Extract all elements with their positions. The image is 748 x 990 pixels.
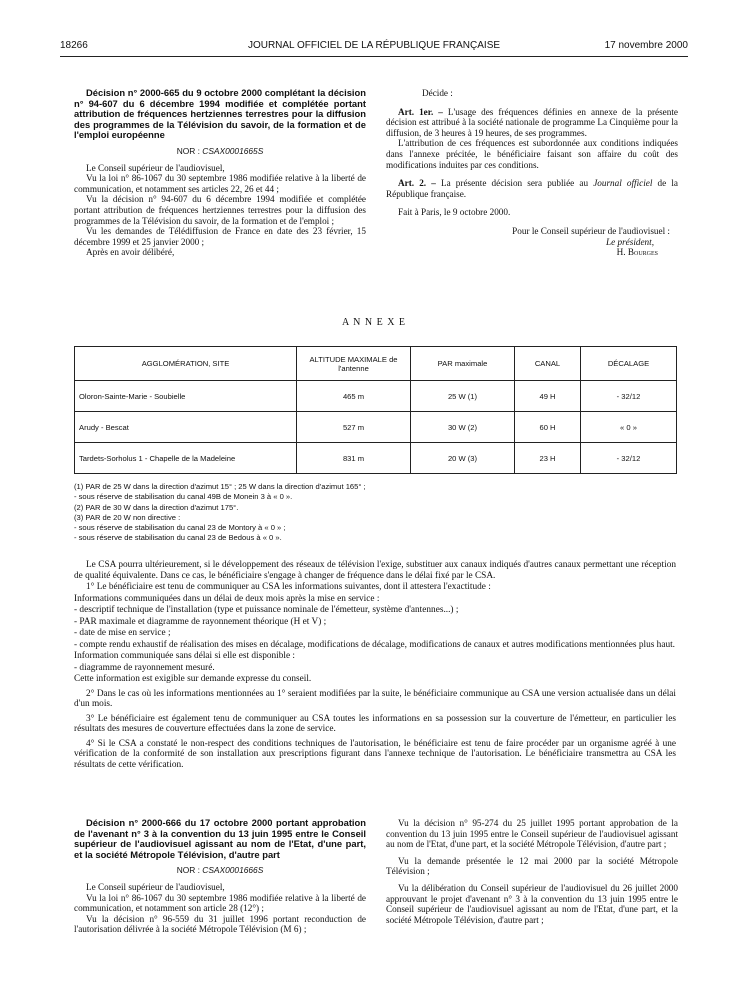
- annex-note: (1) PAR de 25 W dans la direction d'azimut 15° ; 25 W dans la direction d'azimut 165° ;: [74, 482, 366, 491]
- decision-1-nor: [74, 146, 366, 157]
- annex-note: - sous réserve de stabilisation du canal 23 de Montory à « 0 » ;: [74, 523, 286, 533]
- header-rule: [60, 56, 688, 57]
- altitude-cell: 527 m: [297, 412, 411, 443]
- annex-conditions: [74, 560, 676, 771]
- list-item: - compte rendu exhaustif de réalisation des mises en décalage, modifications de décalage, modifications de canaux et autres modifications mentionnées plus haut.: [74, 639, 675, 650]
- altitude-cell: 831 m: [297, 443, 411, 474]
- table-row: [75, 381, 677, 412]
- done-at: Fait à Paris, le 9 octobre 2000.: [398, 207, 511, 218]
- decision-2-nor: [74, 865, 366, 876]
- par-cell: 30 W (2): [411, 412, 515, 443]
- paragraph: Le Conseil supérieur de l'audiovisuel,: [86, 881, 225, 892]
- paragraph: Vu les demandes de Télédiffusion de France en date des 23 février, 15 décembre 1999 et 25 janvier 2000 ;: [74, 226, 366, 247]
- paragraph: Vu la loi n° 86-1067 du 30 septembre 1986 modifiée relative à la liberté de communication, et notamment ses articles 22, 26 et 44 ;: [74, 173, 366, 194]
- annex-notes: [74, 482, 676, 544]
- channel-cell: 60 H: [515, 412, 581, 443]
- paragraph: Vu la décision n° 96-559 du 31 juillet 1996 portant reconduction de l'autorisation délivrée à la société Métropole Télévision (M 6) ;: [74, 913, 366, 935]
- page-number: 18266: [60, 40, 88, 51]
- column-header: PAR maximale: [411, 347, 515, 381]
- paragraph: Information communiquée sans délai si elle est disponible :: [74, 651, 296, 661]
- decision-1-title: Décision n° 2000-665 du 9 octobre 2000 complétant la décision n° 94-607 du 6 décembre 1994 modifiée et complétée portant attribution de fréquences hertziennes terrestres pour la diffusion des programmes de la Télévision du savoir, de la formation et de l'emploi européenne: [74, 87, 366, 141]
- annex-note: (3) PAR de 20 W non directive :: [74, 512, 181, 522]
- issue-date: 17 novembre 2000: [604, 40, 688, 51]
- altitude-cell: 465 m: [297, 381, 411, 412]
- decision-2-title: Décision n° 2000-666 du 17 octobre 2000 portant approbation de l'avenant n° 3 à la convention du 13 juin 1995 entre le Conseil supérieur de l'audiovisuel agissant au nom de l'Etat, d'une part, et la société Métropole Télévision, d'autre part: [74, 817, 366, 860]
- annex-note: (2) PAR de 30 W dans la direction d'azimut 175°.: [74, 502, 239, 512]
- paragraph: 3° Le bénéficiaire est également tenu de communiquer au CSA toutes les informations en sa possession sur la couverture de l'émetteur, en particulier les résultats des mesures de couverture effectuées dans la zone de service.: [74, 713, 676, 734]
- journal-title: JOURNAL OFFICIEL DE LA RÉPUBLIQUE FRANÇAISE: [247, 40, 501, 51]
- offset-cell: « 0 »: [581, 412, 677, 443]
- annex-note: - sous réserve de stabilisation du canal 23 de Bedous à « 0 ».: [74, 533, 282, 543]
- table-row: [75, 443, 677, 474]
- article-1-label: Art. 1er. –: [398, 106, 443, 117]
- table-header-row: [75, 347, 677, 381]
- par-cell: 25 W (1): [411, 381, 515, 412]
- channel-cell: 23 H: [515, 443, 581, 474]
- column-header: CANAL: [515, 347, 581, 381]
- paragraph: Informations communiquées dans un délai de deux mois après la mise en service :: [74, 593, 380, 604]
- paragraph: Après en avoir délibéré,: [86, 247, 175, 258]
- paragraph: Le CSA pourra ultérieurement, si le développement des réseaux de télévision l'exige, substituer aux canaux indiqués d'autres canaux permettant une réception de qualité équivalente. Dans ce cas, le bénéficiaire s'engage à changer de fréquence dans le délai fixé par le CSA.: [74, 560, 676, 581]
- annex-title: A N N E X E: [341, 317, 407, 328]
- signature-name: H. Bourges: [616, 247, 658, 258]
- journal-officiel-italic: Journal officiel: [593, 178, 653, 189]
- signature-title: Le président,: [606, 236, 654, 247]
- paragraph: Vu la délibération du Conseil supérieur de l'audiovisuel du 26 juillet 2000 approuvant le projet d'avenant n° 3 à la convention du 13 juin 1995 entre le Conseil supérieur de l'audiovisuel agissant au nom de l'Etat, d'une part, et la société Métropole Télévision, d'autre part ;: [386, 882, 678, 925]
- decision-2-right-column: [386, 818, 678, 925]
- column-header: AGGLOMÉRATION, SITE: [75, 347, 297, 381]
- article-2-text-end: de la République française.: [386, 178, 678, 199]
- column-header: ALTITUDE MAXIMALE de l'antenne: [297, 347, 411, 381]
- nor-code: CSAX0001665S: [202, 145, 264, 156]
- par-cell: 20 W (3): [411, 443, 515, 474]
- annex-note: - sous réserve de stabilisation du canal 49B de Monein 3 à « 0 ».: [74, 492, 293, 502]
- paragraph: Vu la loi n° 86-1067 du 30 septembre 1986 modifiée relative à la liberté de communication, et notamment son article 28 (12°) ;: [74, 892, 366, 914]
- paragraph: Vu la décision n° 94-607 du 6 décembre 1994 modifiée et complétée portant attribution de fréquences hertziennes terrestres pour la diffusion des programmes de la Télévision du savoir, de la formation et de l'emploi ;: [74, 194, 366, 226]
- nor-label: NOR :: [176, 145, 203, 156]
- decide-heading: Décide :: [422, 88, 453, 98]
- annex-table: [74, 346, 677, 474]
- paragraph: Le Conseil supérieur de l'audiovisuel,: [86, 162, 225, 173]
- paragraph: Vu la décision n° 95-274 du 25 juillet 1995 portant approbation de la convention du 13 juin 1995 entre le Conseil supérieur de l'audiovisuel agissant au nom de l'Etat, d'une part, et la société Métropole Télévision, d'autre part ;: [386, 818, 678, 850]
- paragraph: 2° Dans le cas où les informations mentionnées au 1° seraient modifiées par la suite, le bénéficiaire communique au CSA une version actualisée dans un délai d'un mois.: [74, 688, 676, 709]
- offset-cell: - 32/12: [581, 443, 677, 474]
- site-cell: Oloron-Sainte-Marie - Soubielle: [75, 381, 297, 412]
- list-item: - PAR maximale et diagramme de rayonnement théorique (H et V) ;: [74, 616, 327, 627]
- article-2-label: Art. 2. –: [398, 178, 436, 189]
- offset-cell: - 32/12: [581, 381, 677, 412]
- list-item: - date de mise en service ;: [74, 628, 171, 638]
- channel-cell: 49 H: [515, 381, 581, 412]
- article-1-text: L'usage des fréquences définies en annexe de la présente décision est attribué à la société nationale de programme La Cinquième pour la diffusion, de 3 heures à 19 heures, de ses programmes.: [386, 106, 678, 138]
- decision-1-left-column: [74, 88, 366, 258]
- signature-block: [386, 226, 670, 258]
- site-cell: Arudy - Bescat: [75, 412, 297, 443]
- paragraph: Vu la demande présentée le 12 mai 2000 par la société Métropole Télévision ;: [386, 855, 678, 877]
- article-1: [386, 107, 678, 139]
- site-cell: Tardets-Sorholus 1 - Chapelle de la Madeleine: [75, 443, 297, 474]
- nor-code: CSAX0001666S: [202, 865, 264, 876]
- paragraph: 1° Le bénéficiaire est tenu de communiquer au CSA les informations suivantes, dont il attestera l'exactitude :: [86, 582, 491, 592]
- list-item: - descriptif technique de l'installation (type et puissance nominale de l'émetteur, système d'antennes...) ;: [74, 605, 459, 615]
- article-2: [386, 178, 678, 199]
- article-2-text: La présente décision sera publiée au: [435, 178, 594, 189]
- decision-2-left-column: [74, 818, 366, 935]
- decision-1-right-column: [386, 88, 678, 258]
- signature-line-1: Pour le Conseil supérieur de l'audiovisuel :: [512, 225, 670, 236]
- table-row: [75, 412, 677, 443]
- nor-label: NOR :: [176, 865, 203, 876]
- column-header: DÉCALAGE: [581, 347, 677, 381]
- paragraph: 4° Si le CSA a constaté le non-respect des conditions techniques de l'autorisation, le bénéficiaire est tenu de faire procéder par un organisme agréé à une vérification de la conformité de son installation aux prescriptions figurant dans l'annexe technique de l'autorisation. Le bénéficiaire transmettra au CSA les résultats de cette vérification.: [74, 738, 676, 770]
- list-item: - diagramme de rayonnement mesuré.: [74, 662, 215, 673]
- paragraph: Cette information est exigible sur demande expresse du conseil.: [74, 674, 312, 684]
- article-1-paragraph-2: L'attribution de ces fréquences est subordonnée aux conditions indiquées dans l'annexe précitée, le bénéficiaire faisant son affaire du coût des modifications induites par ces conditions.: [386, 138, 678, 170]
